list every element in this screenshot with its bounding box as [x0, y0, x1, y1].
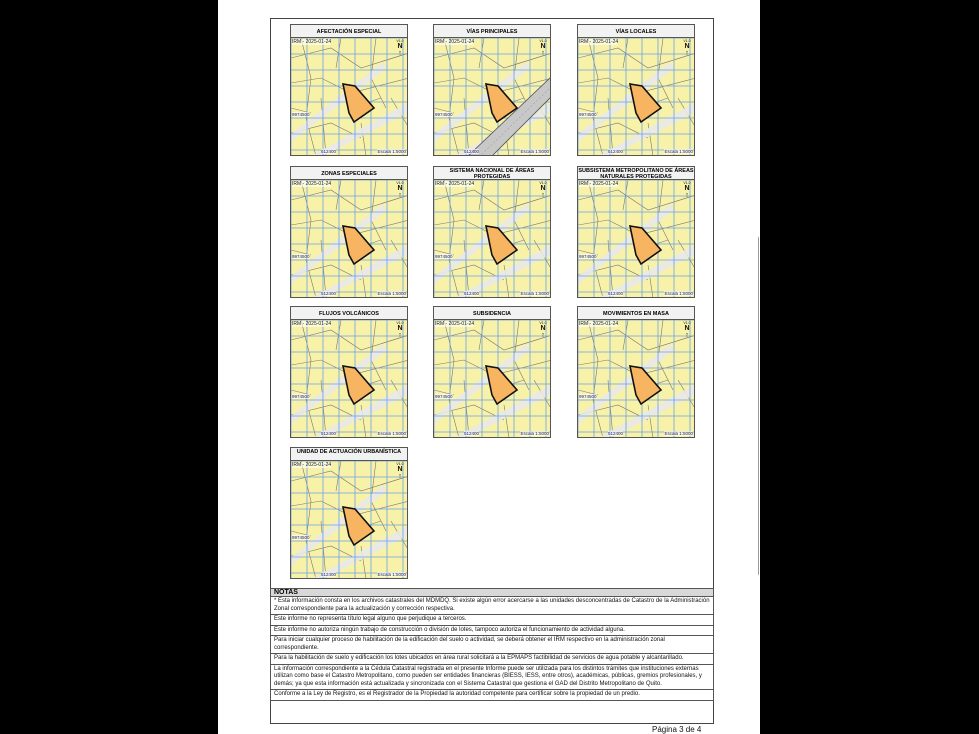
north-arrow-icon: V1.0 N ↑ — [539, 321, 547, 339]
map-coord-left: 9974500 — [292, 112, 310, 117]
map-coord-left: 9974500 — [292, 535, 310, 540]
note-row: Para la habilitación de suelo y edificación los lotes ubicados en área rural solicitará a la EPMAPS factibilidad de servicios de agua potable y alcantarillado. — [270, 654, 714, 665]
map-coord-bottom: 512400 — [321, 149, 337, 154]
left-margin — [0, 0, 218, 734]
map-scale: Escala 1:5000 — [377, 291, 406, 296]
map-scale: Escala 1:5000 — [377, 431, 406, 436]
map-panel — [577, 24, 695, 156]
note-row: Este informe no representa título legal alguno que perjudique a terceros. — [270, 615, 714, 626]
map-date: IRM - 2025-01-24 — [579, 321, 619, 327]
map-coord-left: 9974500 — [579, 394, 597, 399]
map-image — [433, 180, 551, 298]
map-panel — [290, 24, 408, 156]
notes-header: NOTAS — [270, 588, 714, 597]
right-margin — [760, 0, 979, 734]
map-title: VÍAS LOCALES — [577, 24, 695, 38]
map-scale: Escala 1:5000 — [520, 291, 549, 296]
map-image — [433, 320, 551, 438]
map-title: SUBSISTEMA METROPOLITANO DE ÁREAS NATURALES PROTEGIDAS — [578, 167, 694, 180]
map-panel — [433, 166, 551, 298]
note-row: Para iniciar cualquier proceso de habilitación de la edificación del suelo o actividad, se deberá obtener el IRM respectivo en la administración zonal correspondiente. — [270, 636, 714, 654]
map-date: IRM - 2025-01-24 — [292, 39, 332, 45]
map-image — [290, 180, 408, 298]
map-scale: Escala 1:5000 — [664, 291, 693, 296]
map-panel — [290, 306, 408, 438]
map-coord-bottom: 512400 — [464, 149, 480, 154]
map-coord-bottom: 512400 — [464, 291, 480, 296]
note-row: Este informe no autoriza ningún trabajo de construcción o división de lotes, tampoco autoriza el funcionamiento de actividad alguna. — [270, 626, 714, 637]
map-scale: Escala 1:5000 — [664, 431, 693, 436]
page-number: Página 3 de 4 — [652, 725, 702, 734]
map-image — [290, 461, 408, 579]
map-image — [433, 38, 551, 156]
map-panel — [577, 306, 695, 438]
map-date: IRM - 2025-01-24 — [435, 39, 475, 45]
map-coord-bottom: 512400 — [321, 572, 337, 577]
map-coord-left: 9974500 — [435, 394, 453, 399]
map-date: IRM - 2025-01-24 — [435, 321, 475, 327]
map-scale: Escala 1:5000 — [520, 431, 549, 436]
map-date: IRM - 2025-01-24 — [579, 39, 619, 45]
map-coord-bottom: 512400 — [321, 431, 337, 436]
map-coord-left: 9974500 — [579, 112, 597, 117]
map-image — [577, 38, 695, 156]
north-arrow-icon: V1.0 N ↑ — [396, 181, 404, 199]
map-scale: Escala 1:5000 — [520, 149, 549, 154]
map-date: IRM - 2025-01-24 — [435, 181, 475, 187]
map-coord-left: 9974500 — [579, 254, 597, 259]
north-arrow-icon: V1.0 N ↑ — [539, 39, 547, 57]
map-coord-bottom: 512400 — [608, 431, 624, 436]
map-coord-bottom: 512400 — [608, 149, 624, 154]
map-panel — [577, 166, 695, 298]
map-date: IRM - 2025-01-24 — [292, 462, 332, 468]
map-image — [290, 38, 408, 156]
north-arrow-icon: V1.0 N ↑ — [396, 462, 404, 480]
map-title: VÍAS PRINCIPALES — [433, 24, 551, 38]
north-arrow-icon: V1.0 N ↑ — [396, 39, 404, 57]
map-title: FLUJOS VOLCÁNICOS — [290, 306, 408, 320]
map-panel — [433, 24, 551, 156]
note-row: * Esta información consta en los archivos catastrales del MDMDQ. Si existe algún error acercarse a las unidades desconcentradas de Catastro de la Administración Zonal correspondiente para la actualización y corrección respectiva. — [270, 597, 714, 615]
map-coord-left: 9974500 — [292, 254, 310, 259]
notes-section — [270, 588, 714, 701]
map-title: MOVIMIENTOS EN MASA — [577, 306, 695, 320]
map-scale: Escala 1:5000 — [377, 149, 406, 154]
map-date: IRM - 2025-01-24 — [579, 181, 619, 187]
map-title: AFECTACIÓN ESPECIAL — [290, 24, 408, 38]
map-panel — [290, 447, 408, 579]
north-arrow-icon: V1.0 N ↑ — [683, 181, 691, 199]
map-coord-left: 9974500 — [435, 254, 453, 259]
map-coord-bottom: 512400 — [321, 291, 337, 296]
map-title: ZONAS ESPECIALES — [290, 166, 408, 180]
map-scale: Escala 1:5000 — [664, 149, 693, 154]
map-title: SISTEMA NACIONAL DE ÁREAS PROTEGIDAS — [433, 166, 551, 180]
note-row: Conforme a la Ley de Registro, es el Registrador de la Propiedad la autoridad competente para certificar sobre la propiedad de un predio. — [270, 690, 714, 701]
map-coord-left: 9974500 — [435, 112, 453, 117]
north-arrow-icon: V1.0 N ↑ — [396, 321, 404, 339]
map-title: UNIDAD DE ACTUACIÓN URBANÍSTICA — [290, 447, 408, 461]
map-coord-left: 9974500 — [292, 394, 310, 399]
map-panel — [290, 166, 408, 298]
map-panel — [433, 306, 551, 438]
map-coord-bottom: 512400 — [464, 431, 480, 436]
north-arrow-icon: V1.0 N ↑ — [539, 181, 547, 199]
note-row: La información correspondiente a la Cédula Catastral registrada en el presente Informe puede ser utilizada para los distintos trámites que instituciones externas utilizan como base el Catastro Metropolitano, como pueden ser entidades financieras (BIESS, IESS, entre otros), académicas, públicas, gremios profesionales, y demás; ya que esta información está actualizada y sincronizada con el Sistema Catastral que gestiona el GAD del Distrito Metropolitano de Quito. — [270, 665, 714, 691]
map-coord-bottom: 512400 — [608, 291, 624, 296]
north-arrow-icon: V1.0 N ↑ — [683, 39, 691, 57]
map-image — [577, 320, 695, 438]
north-arrow-icon: V1.0 N ↑ — [683, 321, 691, 339]
map-date: IRM - 2025-01-24 — [292, 181, 332, 187]
map-image — [290, 320, 408, 438]
map-image — [577, 180, 695, 298]
map-scale: Escala 1:5000 — [377, 572, 406, 577]
map-title: SUBSIDENCIA — [433, 306, 551, 320]
map-date: IRM - 2025-01-24 — [292, 321, 332, 327]
